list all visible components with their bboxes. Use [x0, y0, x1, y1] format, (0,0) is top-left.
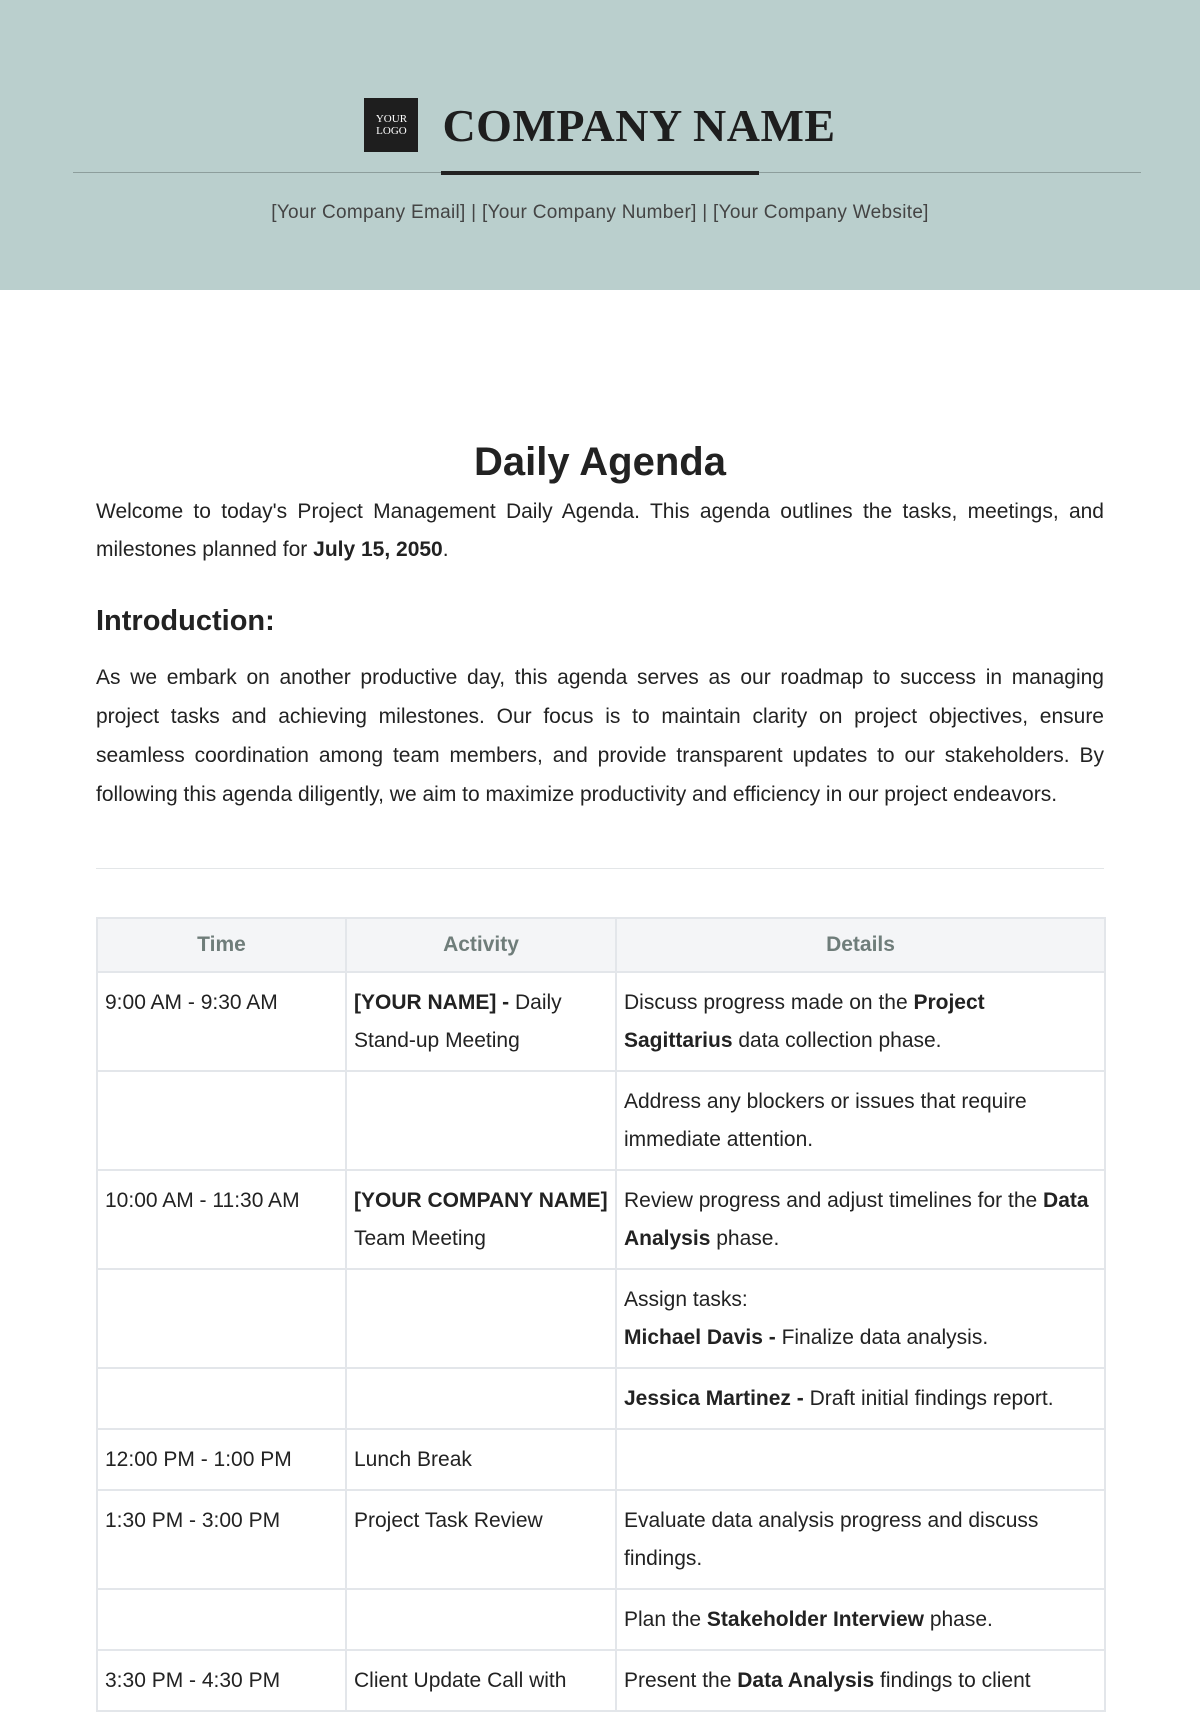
activity-text: Project Task Review	[354, 1509, 543, 1532]
details-text: Discuss progress made on the	[624, 991, 914, 1014]
details-bold-text: Stakeholder Interview	[706, 1608, 924, 1631]
activity-cell	[346, 1071, 616, 1170]
time-cell	[97, 1170, 346, 1269]
time-text: 12:00 PM - 1:00 PM	[105, 1448, 292, 1471]
table-row	[97, 1429, 1105, 1490]
time-cell	[97, 1650, 346, 1711]
activity-text: Daily Stand-up Meeting	[354, 991, 562, 1052]
table-row	[97, 1269, 1105, 1368]
brand	[0, 98, 1200, 152]
agenda-table-body	[97, 972, 1105, 1711]
details-cell	[616, 1071, 1105, 1170]
header-banner	[0, 0, 1200, 290]
table-row	[97, 972, 1105, 1071]
time-cell	[97, 1071, 346, 1170]
time-cell	[97, 1490, 346, 1589]
document-content	[96, 440, 1104, 1712]
time-cell	[97, 1368, 346, 1429]
table-row	[97, 1170, 1105, 1269]
table-row	[97, 1589, 1105, 1650]
agenda-table	[96, 917, 1106, 1712]
document-title: Daily Agenda	[474, 440, 726, 484]
details-text-end: data collection phase.	[732, 1029, 942, 1052]
details-text-end: findings to client	[874, 1669, 1031, 1692]
details-cell	[616, 972, 1105, 1071]
time-text: 9:00 AM - 9:30 AM	[105, 991, 278, 1014]
activity-cell	[346, 1429, 616, 1490]
details-cell	[616, 1368, 1105, 1429]
intro-date: July 15, 2050	[313, 538, 443, 561]
table-row	[97, 1368, 1105, 1429]
header-divider-accent	[441, 171, 759, 175]
intro-end: .	[442, 538, 449, 561]
details-text-end: phase.	[710, 1227, 780, 1250]
details-cell	[616, 1429, 1105, 1490]
details-cell	[616, 1269, 1105, 1368]
activity-text: Lunch Break	[354, 1448, 472, 1471]
column-header-time: Time	[97, 918, 346, 972]
time-cell	[97, 972, 346, 1071]
details-cell	[616, 1650, 1105, 1711]
time-text: 10:00 AM - 11:30 AM	[105, 1189, 300, 1212]
details-bold-text: Data Analysis	[624, 1189, 1089, 1250]
time-cell	[97, 1429, 346, 1490]
company-logo	[364, 98, 418, 152]
activity-cell	[346, 1368, 616, 1429]
column-header-activity: Activity	[346, 918, 616, 972]
details-cell	[616, 1490, 1105, 1589]
details-bold-text: Jessica Martinez -	[624, 1387, 804, 1410]
details-text: Review progress and adjust timelines for the	[624, 1189, 1044, 1212]
details-text: Evaluate data analysis progress and discuss findings.	[624, 1509, 1039, 1570]
activity-text: Client Update Call with	[354, 1669, 567, 1692]
details-text: Address any blockers or issues that require immediate attention.	[624, 1090, 1027, 1151]
activity-cell	[346, 1650, 616, 1711]
time-cell	[97, 1269, 346, 1368]
section-divider	[96, 868, 1104, 869]
intro-paragraph	[96, 493, 1104, 569]
logo-text-line2: LOGO	[376, 125, 407, 137]
details-bold-text: Project Sagittarius	[624, 991, 985, 1052]
table-row	[97, 1650, 1105, 1711]
activity-cell	[346, 972, 616, 1071]
table-row	[97, 1071, 1105, 1170]
details-cell	[616, 1170, 1105, 1269]
details-text-end: phase.	[923, 1608, 993, 1631]
activity-text: Team Meeting	[354, 1227, 486, 1250]
details-bold-text: Michael Davis -	[624, 1326, 776, 1349]
details-text: Present the	[624, 1669, 738, 1692]
details-text-end: Finalize data analysis.	[775, 1326, 989, 1349]
column-header-details: Details	[616, 918, 1105, 972]
introduction-heading: Introduction:	[96, 605, 275, 637]
activity-cell	[346, 1170, 616, 1269]
activity-cell	[346, 1269, 616, 1368]
intro-text: Welcome to today's Project Management Daily Agenda. This agenda outlines the tasks, meetings, and milestones planned for	[96, 500, 1104, 561]
details-cell	[616, 1589, 1105, 1650]
details-text: Assign tasks:	[624, 1288, 748, 1311]
activity-cell	[346, 1490, 616, 1589]
company-name: COMPANY NAME	[442, 99, 836, 151]
time-text: 1:30 PM - 3:00 PM	[105, 1509, 281, 1532]
time-cell	[97, 1589, 346, 1650]
company-contact-line: [Your Company Email] | [Your Company Number] | [Your Company Website]	[271, 202, 929, 223]
details-text: Plan the	[624, 1608, 707, 1631]
details-bold-text: Data Analysis	[737, 1669, 875, 1692]
table-row	[97, 1490, 1105, 1589]
details-text-end: Draft initial findings report.	[803, 1387, 1054, 1410]
activity-cell	[346, 1589, 616, 1650]
activity-bold-text: [YOUR NAME] -	[354, 991, 510, 1014]
activity-bold-text: [YOUR COMPANY NAME]	[354, 1189, 608, 1212]
table-header-row	[97, 918, 1105, 972]
time-text: 3:30 PM - 4:30 PM	[105, 1669, 281, 1692]
introduction-paragraph: As we embark on another productive day, this agenda serves as our roadmap to success in managing project tasks and achieving milestones. Our focus is to maintain clarity on project objectives, ensure seamless coordination among team members, and provide transparent updates to our stakeholders. By following this agenda diligently, we aim to maximize productivity and efficiency in our project endeavors.	[96, 666, 1104, 806]
logo-text-line1: YOUR	[375, 113, 408, 125]
